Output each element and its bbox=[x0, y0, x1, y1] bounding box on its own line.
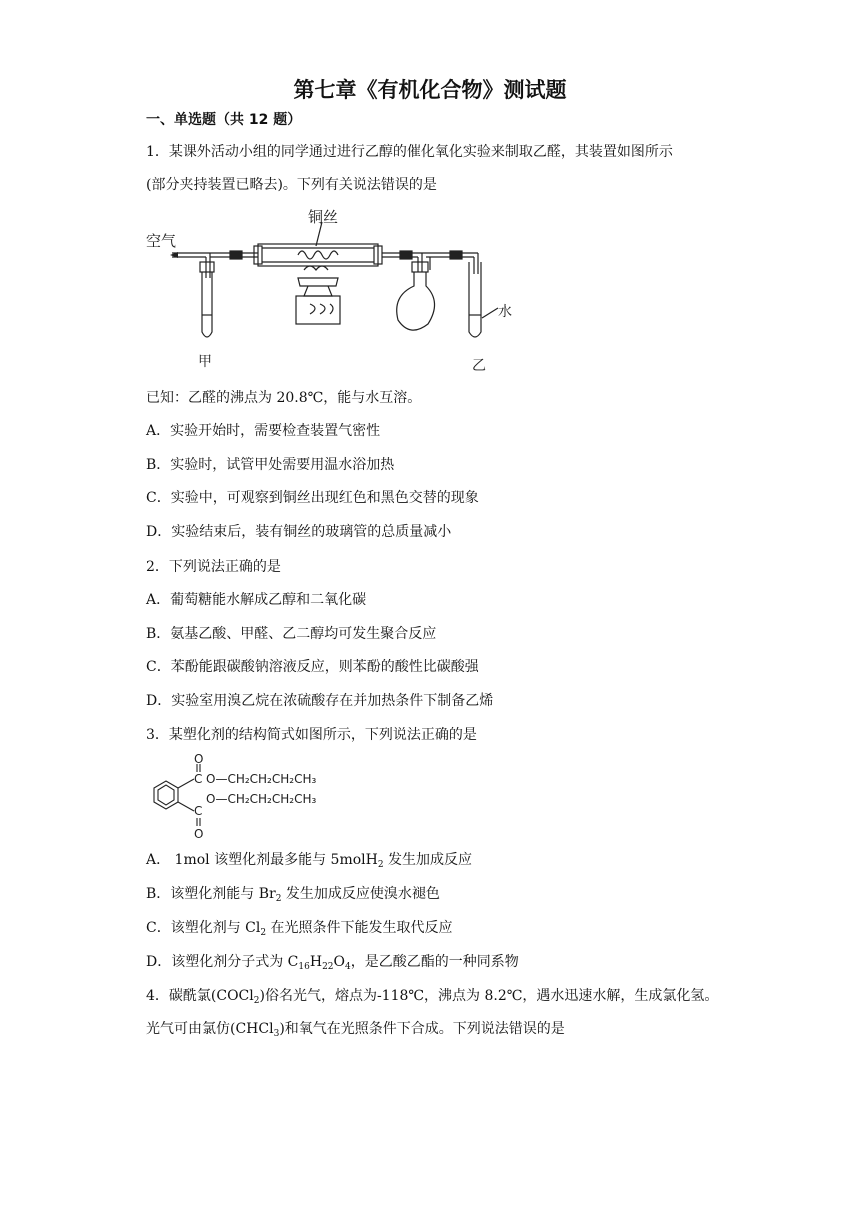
q2-option-d: D．实验室用溴乙烷在浓硫酸存在并加热条件下制备乙烯 bbox=[146, 693, 494, 709]
q1-stem-line2: (部分夹持装置已略去)。下列有关说法错误的是 bbox=[146, 177, 437, 193]
q2-option-a: A．葡萄糖能水解成乙醇和二氧化碳 bbox=[146, 592, 367, 608]
q4-stem-line2: 光气可由氯仿(CHCl$_3$)和氧气在光照条件下合成。下列说法错误的是 bbox=[146, 1021, 565, 1039]
tube-yi-label: 乙 bbox=[472, 358, 486, 374]
apparatus-figure bbox=[140, 200, 540, 380]
q2-stem: 2．下列说法正确的是 bbox=[146, 559, 281, 575]
q1-option-d: D．实验结束后，装有铜丝的玻璃管的总质量减小 bbox=[146, 524, 452, 540]
plasticizer-structure bbox=[144, 752, 364, 842]
air-label: 空气 bbox=[146, 232, 177, 250]
q2-option-b: B．氨基乙酸、甲醛、乙二醇均可发生聚合反应 bbox=[146, 626, 437, 642]
carbon-top: C bbox=[194, 772, 203, 786]
q1-option-b: B．实验时，试管甲处需要用温水浴加热 bbox=[146, 457, 395, 473]
q2-option-c: C．苯酚能跟碳酸钠溶液反应，则苯酚的酸性比碳酸强 bbox=[146, 659, 479, 675]
q1-option-c: C．实验中，可观察到铜丝出现红色和黑色交替的现象 bbox=[146, 490, 479, 506]
q4-stem-line1: 4．碳酰氯(COCl$_2$)俗名光气，熔点为-118℃，沸点为 8.2℃，遇水迅速水解，生成氯化氢。 bbox=[146, 988, 719, 1006]
carbonyl-o-bottom: O bbox=[194, 827, 204, 841]
tube-jia-label: 甲 bbox=[198, 354, 212, 370]
q3-option-a: A． 1mol 该塑化剂最多能与 5molH$_2$ 发生加成反应 bbox=[146, 852, 473, 870]
q1-stem-line1: 1．某课外活动小组的同学通过进行乙醇的催化氧化实验来制取乙醛，其装置如图所示 bbox=[146, 144, 673, 160]
page-title: 第七章《有机化合物》测试题 bbox=[293, 78, 567, 102]
q3-option-b: B．该塑化剂能与 $Br_2$ 发生加成反应使溴水褪色 bbox=[146, 886, 440, 904]
carbonyl-o-top: O bbox=[194, 752, 204, 766]
ester-chain-bottom: O—CH₂CH₂CH₂CH₃ bbox=[206, 792, 317, 806]
section-heading: 一、单选题（共 12 题） bbox=[146, 112, 302, 128]
copper-wire-label: 铜丝 bbox=[308, 208, 339, 226]
q1-option-a: A．实验开始时，需要检查装置气密性 bbox=[146, 423, 381, 439]
q3-option-d: D．该塑化剂分子式为 $C_{16}H_{22}O_4$，是乙酸乙酯的一种同系物 bbox=[146, 954, 519, 972]
water-label: 水 bbox=[498, 304, 512, 320]
q1-known: 已知：乙醛的沸点为 20.8℃，能与水互溶。 bbox=[146, 390, 422, 406]
carbon-bottom: C bbox=[194, 804, 203, 818]
ester-chain-top: O—CH₂CH₂CH₂CH₃ bbox=[206, 772, 317, 786]
q3-stem: 3．某塑化剂的结构简式如图所示，下列说法正确的是 bbox=[146, 727, 477, 743]
q3-option-c: C．该塑化剂与 $Cl_2$ 在光照条件下能发生取代反应 bbox=[146, 920, 453, 938]
